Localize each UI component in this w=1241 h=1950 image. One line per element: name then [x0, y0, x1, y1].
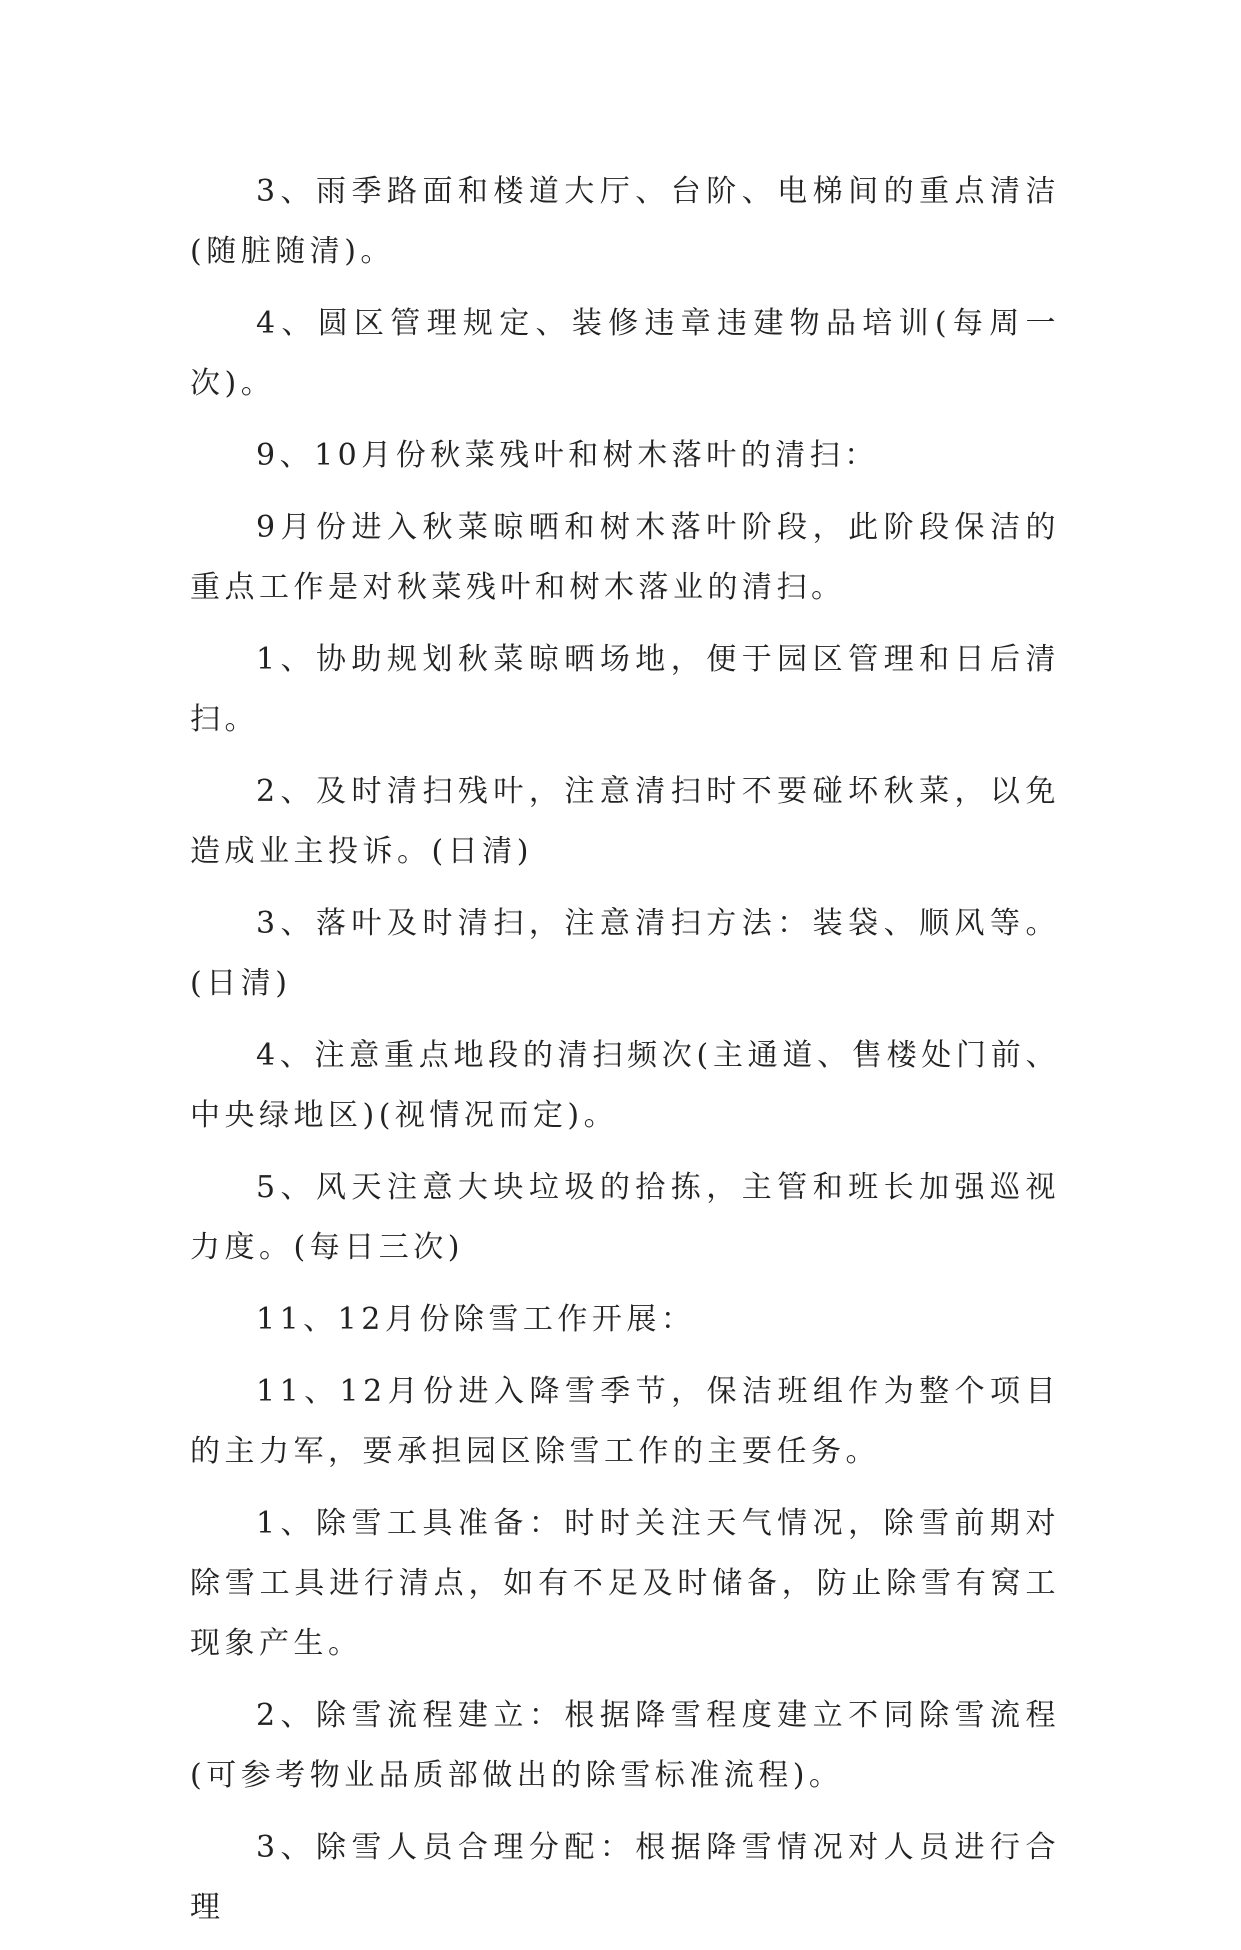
paragraph: 4、圆区管理规定、装修违章违建物品培训(每周一次)。 [190, 306, 1060, 401]
paragraph: 3、除雪人员合理分配：根据降雪情况对人员进行合理 [190, 1830, 1060, 1925]
paragraph: 9月份进入秋菜晾晒和树木落叶阶段，此阶段保洁的重点工作是对秋菜残叶和树木落业的清扫。 [190, 510, 1060, 605]
paragraph: 1、协助规划秋菜晾晒场地，便于园区管理和日后清扫。 [190, 642, 1060, 737]
paragraph: 11、12月份进入降雪季节，保洁班组作为整个项目的主力军，要承担园区除雪工作的主要任务。 [190, 1374, 1060, 1469]
paragraph: 3、雨季路面和楼道大厅、台阶、电梯间的重点清洁(随脏随清)。 [190, 174, 1060, 269]
paragraph: 2、及时清扫残叶，注意清扫时不要碰坏秋菜，以免造成业主投诉。(日清) [190, 774, 1060, 869]
section-heading: 11、12月份除雪工作开展： [256, 1302, 696, 1337]
paragraph: 4、注意重点地段的清扫频次(主通道、售楼处门前、中央绿地区)(视情况而定)。 [190, 1038, 1060, 1133]
paragraph: 3、落叶及时清扫，注意清扫方法：装袋、顺风等。(日清) [190, 906, 1060, 1001]
document-body [190, 162, 1060, 1950]
paragraph: 1、除雪工具准备：时时关注天气情况，除雪前期对除雪工具进行清点，如有不足及时储备，防止除雪有窝工现象产生。 [190, 1506, 1060, 1661]
paragraph: 2、除雪流程建立：根据降雪程度建立不同除雪流程(可参考物业品质部做出的除雪标准流程)。 [190, 1698, 1060, 1793]
section-heading: 9、10月份秋菜残叶和树木落叶的清扫： [256, 438, 879, 473]
paragraph: 5、风天注意大块垃圾的拾拣，主管和班长加强巡视力度。(每日三次) [190, 1170, 1060, 1265]
